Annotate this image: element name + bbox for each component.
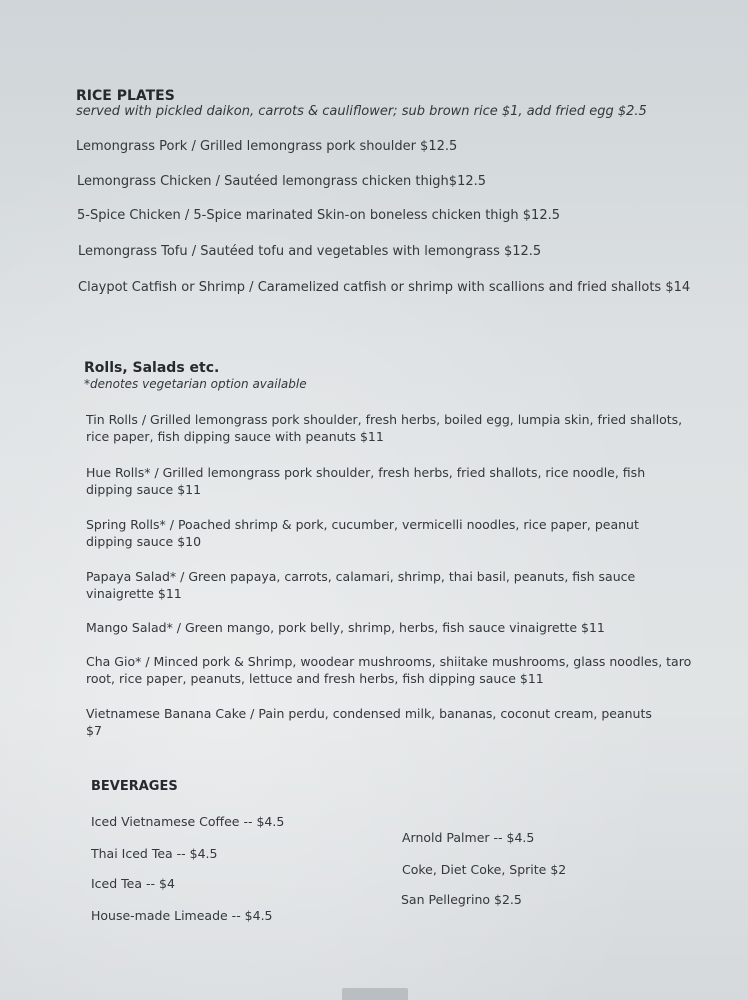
menu-item-cha-gio: Cha Gio* / Minced pork & Shrimp, woodear mushrooms, shiitake mushrooms, glass noodles, taro root, rice paper, peanuts, lettuce and fresh herbs, fish dipping sauce $11 bbox=[86, 654, 692, 686]
beverage-iced-tea: Iced Tea -- $4 bbox=[91, 876, 175, 891]
rice-plates-title: RICE PLATES bbox=[76, 88, 175, 104]
beverages-title: BEVERAGES bbox=[91, 779, 178, 794]
menu-item-lemongrass-chicken: Lemongrass Chicken / Sautéed lemongrass chicken thigh$12.5 bbox=[77, 174, 487, 189]
menu-item-spring-rolls: Spring Rolls* / Poached shrimp & pork, cucumber, vermicelli noodles, rice paper, peanut dipping sauce $10 bbox=[86, 517, 639, 549]
menu-item-tin-rolls: Tin Rolls / Grilled lemongrass pork shoulder, fresh herbs, boiled egg, lumpia skin, fried shallots, rice paper, fish dipping sauce with peanuts $11 bbox=[86, 412, 683, 444]
menu-item-papaya-salad: Papaya Salad* / Green papaya, carrots, calamari, shrimp, thai basil, peanuts, fish sauce vinaigrette $11 bbox=[86, 569, 636, 601]
rolls-title: Rolls, Salads etc. bbox=[84, 360, 220, 376]
menu-item-lemongrass-tofu: Lemongrass Tofu / Sautéed tofu and vegetables with lemongrass $12.5 bbox=[78, 244, 542, 259]
menu-item-mango-salad: Mango Salad* / Green mango, pork belly, shrimp, herbs, fish sauce vinaigrette $11 bbox=[86, 620, 605, 635]
beverage-iced-vietnamese-coffee: Iced Vietnamese Coffee -- $4.5 bbox=[91, 814, 285, 829]
beverage-thai-iced-tea: Thai Iced Tea -- $4.5 bbox=[91, 846, 218, 861]
beverage-coke: Coke, Diet Coke, Sprite $2 bbox=[402, 862, 567, 877]
rice-plates-note: served with pickled daikon, carrots & cauliflower; sub brown rice $1, add fried egg $2.5 bbox=[76, 104, 647, 119]
beverage-san-pellegrino: San Pellegrino $2.5 bbox=[401, 892, 522, 907]
menu-item-claypot: Claypot Catfish or Shrimp / Caramelized catfish or shrimp with scallions and fried shallots $14 bbox=[78, 280, 691, 295]
beverage-arnold-palmer: Arnold Palmer -- $4.5 bbox=[402, 830, 535, 845]
menu-item-lemongrass-pork: Lemongrass Pork / Grilled lemongrass pork shoulder $12.5 bbox=[76, 139, 458, 154]
menu-item-hue-rolls: Hue Rolls* / Grilled lemongrass pork shoulder, fresh herbs, fried shallots, rice noodle, fish dipping sauce $11 bbox=[86, 465, 646, 497]
beverage-limeade: House-made Limeade -- $4.5 bbox=[91, 908, 273, 923]
menu-item-5-spice-chicken: 5-Spice Chicken / 5-Spice marinated Skin-on boneless chicken thigh $12.5 bbox=[77, 208, 560, 223]
rolls-note: *denotes vegetarian option available bbox=[84, 377, 307, 391]
paper-clip-tab bbox=[342, 988, 408, 1000]
menu-item-banana-cake: Vietnamese Banana Cake / Pain perdu, condensed milk, bananas, coconut cream, peanuts $7 bbox=[86, 706, 652, 738]
